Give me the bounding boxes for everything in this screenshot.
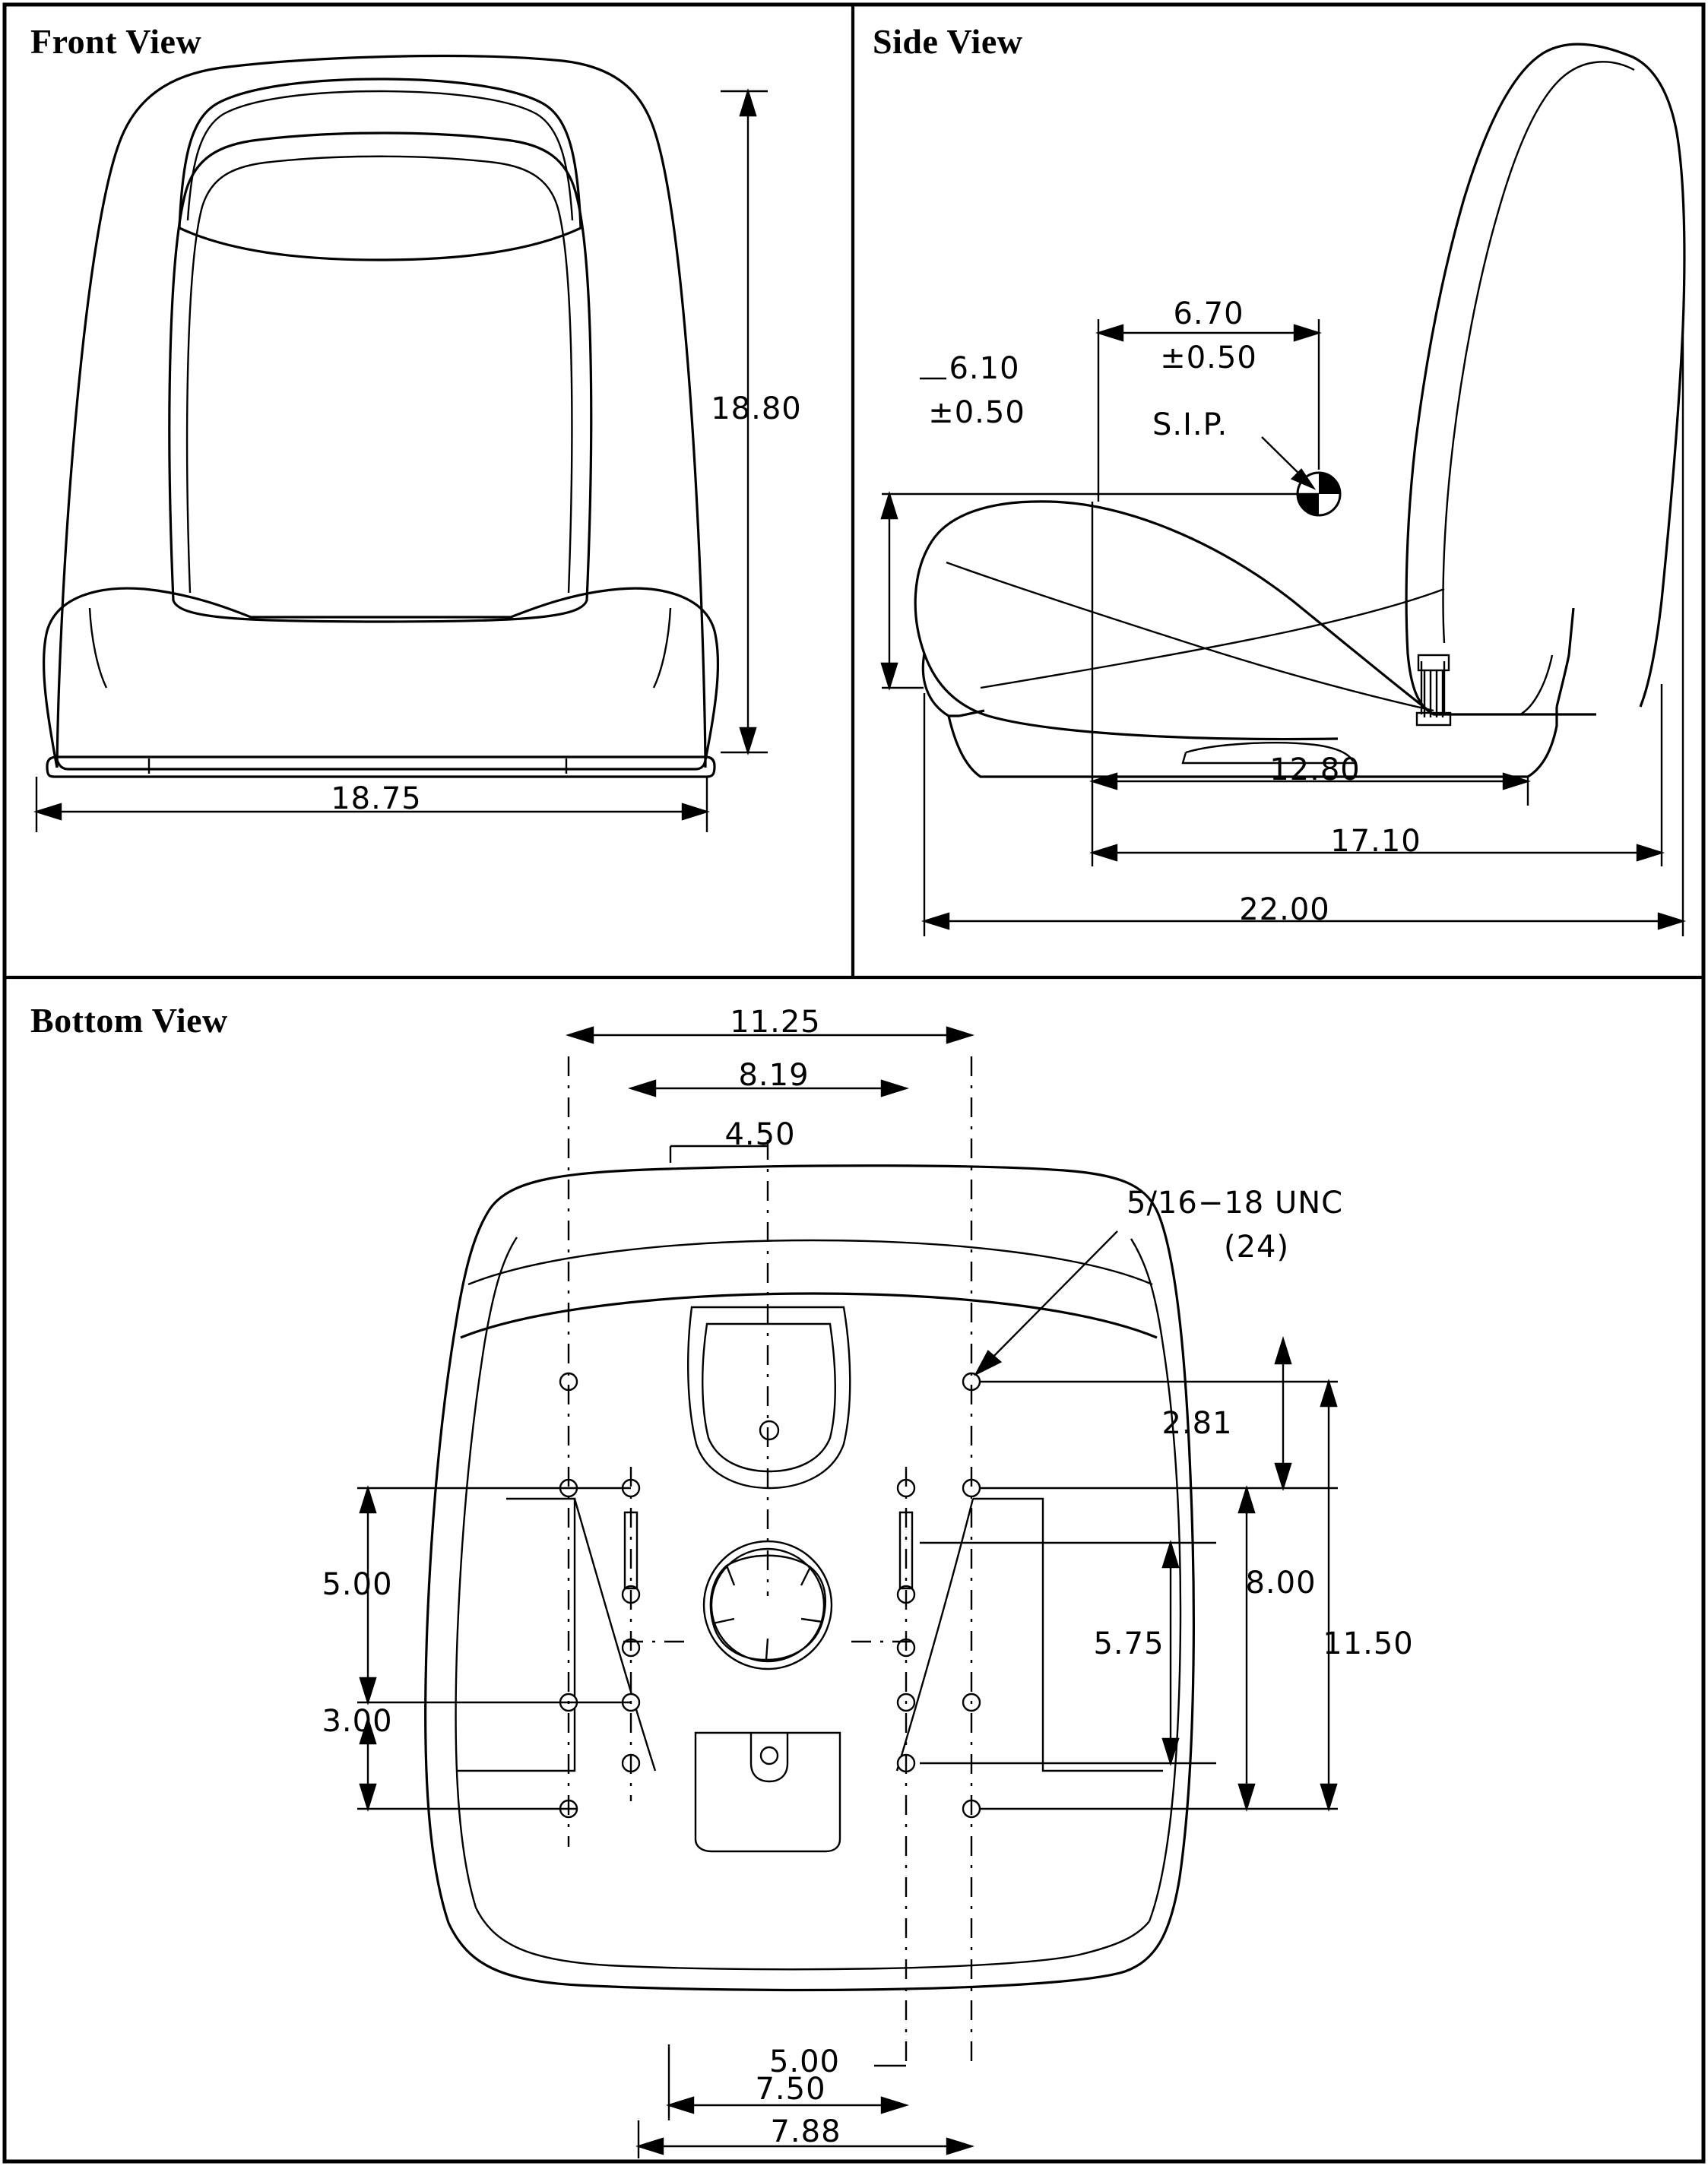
dim-bottom-5-00-bottom: 5.00 (768, 2044, 840, 2079)
label-sip: S.I.P. (1152, 407, 1228, 442)
dim-bottom-5-75: 5.75 (1093, 1626, 1165, 1661)
dim-bottom-11-50: 11.50 (1323, 1626, 1414, 1661)
dim-bottom-8-00: 8.00 (1245, 1566, 1317, 1601)
panel-title-front: Front View (30, 22, 202, 61)
dim-side-6-70: 6.70 (1173, 296, 1244, 331)
dim-bottom-2-81: 2.81 (1161, 1406, 1233, 1441)
dim-side-6-10-tol: ±0.50 (928, 395, 1025, 430)
dim-front-width: 18.75 (331, 781, 422, 816)
dim-side-17-10: 17.10 (1330, 824, 1421, 859)
dim-bottom-8-19: 8.19 (738, 1058, 810, 1093)
note-thread-callout-line1: 5/16−18 UNC (1127, 1186, 1344, 1221)
dim-bottom-7-50: 7.50 (755, 2072, 826, 2107)
dim-side-12-80: 12.80 (1269, 752, 1361, 787)
dim-bottom-3-00: 3.00 (322, 1704, 393, 1739)
dim-bottom-4-50: 4.50 (724, 1117, 796, 1152)
panel-title-bottom: Bottom View (30, 1001, 228, 1040)
dim-side-6-70-tol: ±0.50 (1160, 340, 1257, 375)
note-thread-callout-line2: (24) (1224, 1230, 1290, 1265)
dim-bottom-11-25: 11.25 (730, 1005, 821, 1040)
dim-bottom-5-00-left: 5.00 (322, 1567, 393, 1602)
dim-bottom-7-88: 7.88 (770, 2114, 841, 2149)
dim-front-height: 18.80 (711, 391, 802, 426)
dim-side-6-10: 6.10 (949, 351, 1020, 386)
dim-side-22-00: 22.00 (1239, 892, 1330, 927)
panel-title-side: Side View (873, 22, 1023, 61)
